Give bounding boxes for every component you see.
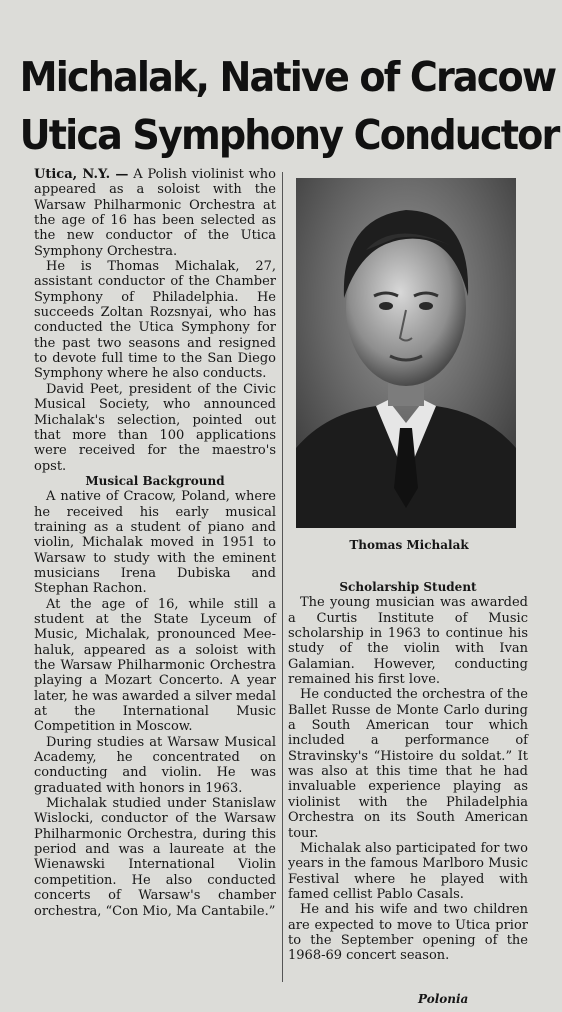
lead-text: A Polish violinist who appeared as a soloist with the Warsaw Philharmonic Orchestra at the age of 16 has been selected as the new conductor of the Utica Symphony Orchestra. [34, 167, 276, 259]
article-right-column [288, 580, 528, 964]
article-paragraph [34, 167, 276, 259]
headline-line-1: Michalak, Native of Cracow [19, 53, 556, 101]
source-credit: Polonia [418, 992, 469, 1006]
article-paragraph: During studies at Warsaw Musical Academy, he concentrated on conducting and violin. He was graduated with honors in 1963. [34, 734, 276, 796]
photo-caption: Thomas Michalak [349, 538, 469, 552]
portrait-illustration [296, 178, 516, 528]
article-paragraph: He and his wife and two children are expected to move to Utica prior to the September opening of the 1968-69 concert season. [288, 902, 528, 964]
article-left-column [34, 167, 276, 919]
article-paragraph: Michalak also participated for two years in the famous Marlboro Music Festival where he played with famed cellist Pablo Casals. [288, 840, 528, 902]
section-subhead: Musical Background [85, 473, 225, 488]
headline-line-2: Utica Symphony Conductor [19, 111, 559, 159]
dateline: Utica, N.Y. — [34, 167, 129, 182]
article-paragraph: David Peet, president of the Civic Musical Society, who announced Michalak's selection, pointed out that more than 100 applications were received for the maestro's opst. [34, 381, 276, 474]
column-divider [282, 172, 283, 982]
article-paragraph: The young musician was awarded a Curtis Institute of Music scholarship in 1963 to continue his study of the violin with Ivan Galamian. However, conducting remained his first love. [288, 595, 528, 688]
article-paragraph: He is Thomas Michalak, 27, assistant conductor of the Chamber Symphony of Philadelphia. He succeeds Zoltan Rozsnyai, who has conducted the Utica Symphony for the past two seasons and resigned to devote full time to the San Diego Symphony where he also conducts. [34, 259, 276, 382]
article-paragraph: A native of Cracow, Poland, where he received his early musical training as a student of piano and violin, Michalak moved in 1951 to Warsaw to study with the eminent musicians Irena Dubiska and Stephan Rachon. [34, 489, 276, 597]
article-paragraph: He conducted the orchestra of the Ballet Russe de Monte Carlo during a South American tour which included a performance of Stravinsky's “Histoire du soldat.” It was also at this time that he had invaluable experience playing as violinist with the Philadelphia Orchestra on its South American tour. [288, 687, 528, 841]
article-paragraph: Michalak studied under Stanislaw Wislocki, conductor of the Warsaw Philharmonic Orchestra, during this period and was a laureate at the Wienawski International Violin competition. He also conducted concerts of Warsaw's chamber orchestra, “Con Mio, Ma Cantabile.” [34, 796, 276, 919]
section-subhead: Scholarship Student [339, 580, 477, 594]
portrait-photo-icon [296, 178, 516, 528]
headline [19, 48, 559, 164]
article-paragraph: At the age of 16, while still a student at the State Lyceum of Music, Michalak, pronounced Mee-haluk, appeared as a soloist with the Warsaw Philharmonic Orchestra playing a Mozart Concerto. A year later, he was awarded a silver medal at the International Music Competition in Moscow. [34, 596, 276, 735]
